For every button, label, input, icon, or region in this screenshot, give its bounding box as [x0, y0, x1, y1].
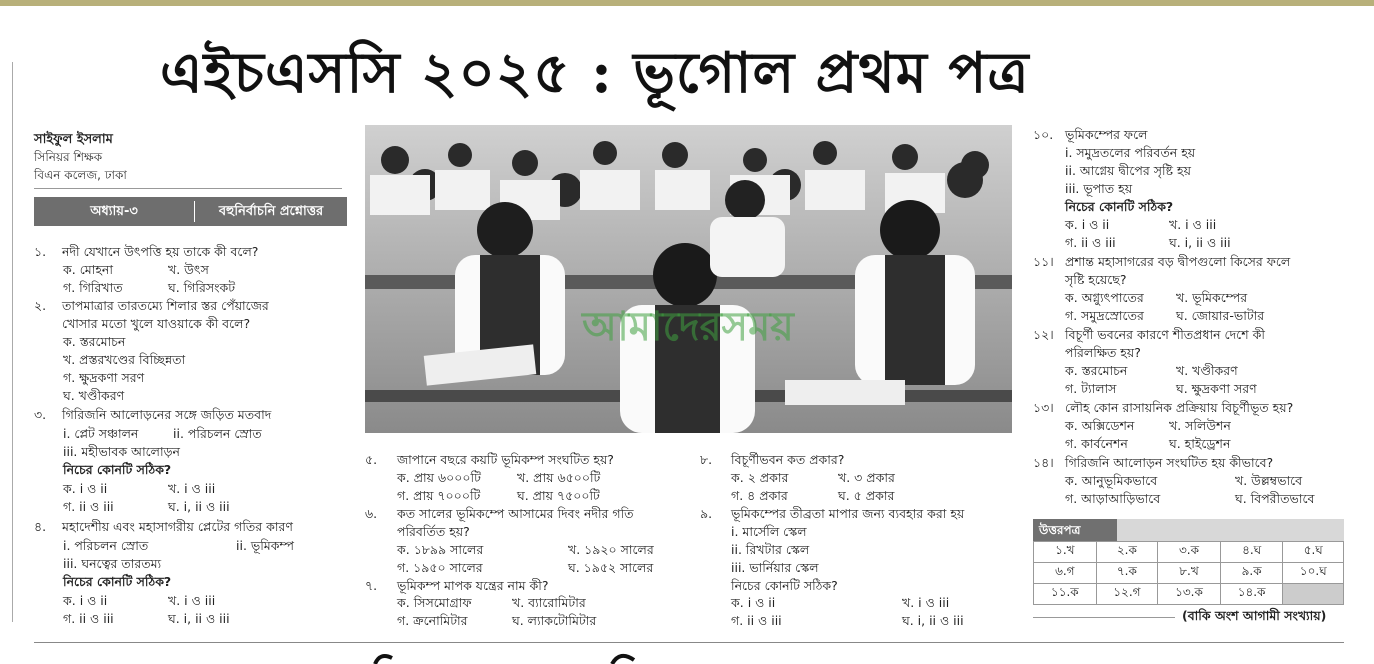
answer-cell: ৮.খ: [1158, 563, 1221, 584]
statement-i: i. মার্সেলি স্কেল: [731, 524, 807, 539]
answer-cell: ৫.ঘ: [1283, 542, 1344, 563]
option-kha: খ. ব্যারোমিটার: [512, 595, 586, 610]
question-number: ৫.: [365, 452, 378, 467]
question-number: ১৩।: [1033, 400, 1054, 415]
option-ka: ক. ২ প্রকার: [731, 470, 789, 485]
question-text: তাপমাত্রার তারতম্যে শিলার স্তর পেঁয়াজের: [62, 298, 269, 313]
answer-cell: ২.ক: [1096, 542, 1158, 563]
option-kha: খ. i ও iii: [902, 595, 950, 610]
statement-ii: ii. ভূমিকম্প: [236, 538, 294, 553]
option-ga: গ. প্রায় ৭০০০টি: [397, 488, 481, 503]
option-gha: ঘ. i, ii ও iii: [168, 499, 230, 514]
question-number: ৪.: [34, 519, 47, 534]
left-margin-rule: [12, 62, 13, 622]
answer-sheet-title: উত্তরপত্র: [1033, 519, 1117, 541]
question-text: গিরিজনি আলোড়ন সংঘটিত হয় কীভাবে?: [1065, 455, 1274, 470]
option-ga: গ. ক্রনোমিটার: [397, 613, 468, 628]
question-text-cont: খোসার মতো খুলে যাওয়াকে কী বলে?: [62, 316, 251, 331]
table-row: [1034, 542, 1344, 563]
question-number: ২.: [34, 298, 47, 313]
question-text-cont: পরিবর্তিত হয়?: [397, 524, 470, 539]
option-kha: খ. উল্লম্বভাবে: [1235, 473, 1303, 488]
question-text-cont: পরিলক্ষিত হয়?: [1065, 345, 1141, 360]
author-institution: বিএন কলেজ, ঢাকা: [34, 168, 127, 182]
answer-cell: ৭.ক: [1096, 563, 1158, 584]
question-number: ১.: [34, 244, 47, 259]
statement-iii: iii. মহীভাবক আলোড়ন: [63, 444, 180, 459]
option-ka: ক. স্তরমোচন: [1065, 363, 1128, 378]
option-kha: খ. ভূমিকম্পের: [1176, 290, 1248, 305]
option-kha: খ. প্রস্তরখণ্ডের বিচ্ছিন্নতা: [63, 352, 186, 367]
question-text: ভূমিকম্প মাপক যন্ত্রের নাম কী?: [397, 578, 549, 593]
option-gha: ঘ. বিপরীতভাবে: [1235, 491, 1315, 506]
answer-cell: ১১.ক: [1034, 584, 1097, 605]
option-ga: গ. কার্বনেশন: [1065, 436, 1128, 451]
option-ka: ক. অক্সিডেশন: [1065, 418, 1135, 433]
option-ga: গ. ৪ প্রকার: [731, 488, 788, 503]
question-number: ৩.: [34, 407, 47, 422]
answer-prompt: নিচের কোনটি সঠিক?: [63, 574, 172, 589]
table-row: [1034, 584, 1344, 605]
statement-i: i. পরিচলন স্রোত: [63, 538, 149, 553]
option-ka: ক. সিসমোগ্রাফ: [397, 595, 472, 610]
option-ka: ক. i ও ii: [63, 593, 108, 608]
question-text: লৌহ কোন রাসায়নিক প্রক্রিয়ায় বিচূর্ণীভূত হয়?: [1065, 400, 1294, 415]
question-number: ১০.: [1033, 127, 1054, 142]
option-gha: ঘ. ১৯৫২ সালের: [568, 560, 654, 575]
option-gha: ঘ. গিরিসংকট: [168, 280, 236, 295]
answer-cell: ১.খ: [1034, 542, 1097, 563]
answer-cell-empty: [1283, 584, 1344, 605]
statement-i: i. সমুদ্রতলের পরিবর্তন হয়: [1065, 145, 1196, 160]
option-ka: ক. মোহনা: [63, 262, 113, 277]
question-text: ভূমিকম্পের তীব্রতা মাপার জন্য ব্যবহার করা হয়: [731, 506, 965, 521]
option-ga: গ. ii ও iii: [63, 499, 114, 514]
question-text: মহাদেশীয় এবং মহাসাগরীয় প্লেটের গতির কারণ: [62, 519, 293, 534]
option-ka: ক. আনুভূমিকভাবে: [1065, 473, 1158, 488]
option-gha: ঘ. i, ii ও iii: [902, 613, 964, 628]
answer-cell: ৬.গ: [1034, 563, 1097, 584]
question-number: ১৪।: [1033, 455, 1054, 470]
answer-sheet-title-bar: [1117, 519, 1344, 541]
question-text: কত সালের ভূমিকম্পে আসামের দিবং নদীর গতি: [397, 506, 634, 521]
question-text: বিচূর্ণীভবন কত প্রকার?: [731, 452, 845, 467]
exam-photo-illustration: [365, 125, 1012, 433]
question-text: জাপানে বছরে কয়টি ভূমিকম্প সংঘটিত হয়?: [397, 452, 614, 467]
author-name: সাইফুল ইসলাম: [34, 132, 113, 147]
question-number: ১২।: [1033, 327, 1054, 342]
statement-iii: iii. ভূপাত হয়: [1065, 181, 1133, 196]
option-ga: গ. ii ও iii: [63, 611, 114, 626]
answer-cell: ৯.ক: [1220, 563, 1283, 584]
option-gha: ঘ. i, ii ও iii: [168, 611, 230, 626]
option-gha: ঘ. হাইড্রেশন: [1169, 436, 1231, 451]
option-ga: গ. ১৯৫০ সালের: [397, 560, 483, 575]
option-ga: গ. ক্ষুদ্রকণা সরণ: [63, 370, 145, 385]
option-ga: গ. আড়াআড়িভাবে: [1065, 491, 1161, 506]
option-kha: খ. i ও iii: [1169, 217, 1217, 232]
question-number: ৮.: [700, 452, 713, 467]
table-row: [1034, 563, 1344, 584]
question-text: বিচূর্ণী ভবনের কারণে শীতপ্রধান দেশে কী: [1065, 327, 1265, 342]
statement-ii: ii. পরিচলন স্রোত: [173, 426, 262, 441]
cropped-headline-strokes: [0, 648, 1374, 664]
option-ka: ক. স্তরমোচন: [63, 334, 126, 349]
statement-iii: iii. ঘনত্বের তারতম্য: [63, 556, 162, 571]
option-kha: খ. খণ্ডীকরণ: [1176, 363, 1238, 378]
statement-ii: ii. রিখটার স্কেল: [731, 542, 810, 557]
option-ga: গ. ট্যালাস: [1065, 381, 1117, 396]
question-text: ভূমিকম্পের ফলে: [1065, 127, 1148, 142]
option-gha: ঘ. ৫ প্রকার: [838, 488, 895, 503]
option-ga: গ. ii ও iii: [1065, 235, 1116, 250]
next-article-cropped: [0, 648, 1374, 664]
option-gha: ঘ. প্রায় ৭৫০০টি: [517, 488, 600, 503]
option-gha: ঘ. জোয়ার-ভাটার: [1176, 308, 1265, 323]
option-ga: গ. সমুদ্রস্রোতের: [1065, 308, 1144, 323]
answer-cell: ৩.ক: [1158, 542, 1221, 563]
top-accent-bar: [0, 0, 1374, 6]
option-ga: গ. ii ও iii: [731, 613, 782, 628]
answer-table: [1033, 541, 1344, 605]
author-designation: সিনিয়র শিক্ষক: [34, 150, 103, 164]
question-text: গিরিজনি আলোড়নের সঙ্গে জড়িত মতবাদ: [62, 407, 272, 422]
topic-label: বহুনির্বাচনি প্রশ্নোত্তর: [218, 204, 324, 219]
question-number: ১১।: [1033, 254, 1054, 269]
answer-cell: ১৩.ক: [1158, 584, 1221, 605]
question-text: নদী যেখানে উৎপত্তি হয় তাকে কী বলে?: [62, 244, 259, 259]
question-number: ৯.: [700, 506, 713, 521]
statement-ii: ii. আগ্নেয় দ্বীপের সৃষ্টি হয়: [1065, 163, 1191, 178]
option-kha: খ. ১৯২০ সালের: [568, 542, 654, 557]
question-number: ৭.: [365, 578, 378, 593]
answer-prompt: নিচের কোনটি সঠিক?: [731, 578, 838, 593]
bottom-rule: [34, 642, 1344, 643]
option-kha: খ. i ও iii: [168, 593, 216, 608]
option-ka: ক. i ও ii: [731, 595, 776, 610]
answer-cell: ৪.ঘ: [1220, 542, 1283, 563]
option-gha: ঘ. i, ii ও iii: [1169, 235, 1231, 250]
option-ka: ক. প্রায় ৬০০০টি: [397, 470, 481, 485]
option-ka: ক. i ও ii: [1065, 217, 1110, 232]
section-header: [34, 197, 347, 226]
author-divider: [34, 188, 342, 189]
statement-i: i. প্লেট সঞ্চালন: [63, 426, 139, 441]
option-kha: খ. সলিউশন: [1169, 418, 1231, 433]
option-ka: ক. অগ্ন্যুৎপাতের: [1065, 290, 1144, 305]
option-kha: খ. ৩ প্রকার: [838, 470, 895, 485]
chapter-label: অধ্যায়-৩: [90, 204, 138, 219]
option-ga: গ. গিরিখাত: [63, 280, 123, 295]
exam-hall-photo: [365, 125, 1012, 433]
option-kha: খ. প্রায় ৬৫০০টি: [517, 470, 601, 485]
option-ka: ক. ১৮৯৯ সালের: [397, 542, 484, 557]
option-kha: খ. উৎস: [168, 262, 209, 277]
statement-iii: iii. ভার্নিয়ার স্কেল: [731, 560, 819, 575]
answer-prompt: নিচের কোনটি সঠিক?: [1065, 199, 1174, 214]
question-text-cont: সৃষ্টি হয়েছে?: [1065, 272, 1127, 287]
option-kha: খ. i ও iii: [168, 481, 216, 496]
answer-cell: ১২.গ: [1096, 584, 1158, 605]
answer-prompt: নিচের কোনটি সঠিক?: [63, 462, 172, 477]
answer-cell: ১০.ঘ: [1283, 563, 1344, 584]
option-gha: ঘ. ক্ষুদ্রকণা সরণ: [1176, 381, 1257, 396]
option-ka: ক. i ও ii: [63, 481, 108, 496]
option-gha: ঘ. ল্যাকটোমিটার: [512, 613, 597, 628]
answer-cell: ১৪.ক: [1220, 584, 1283, 605]
option-gha: ঘ. খণ্ডীকরণ: [63, 388, 125, 403]
question-text: প্রশান্ত মহাসাগরের বড় দ্বীপগুলো কিসের ফলে: [1065, 254, 1291, 269]
continuation-note: (বাকি অংশ আগামী সংখ্যায়): [1182, 608, 1327, 623]
question-number: ৬.: [365, 506, 378, 521]
page-title: এইচএসসি ২০২৫ : ভূগোল প্রথম পত্র: [160, 40, 1030, 106]
watermark-text: আমাদেরসময়: [582, 304, 794, 350]
note-rule: [1033, 617, 1175, 618]
